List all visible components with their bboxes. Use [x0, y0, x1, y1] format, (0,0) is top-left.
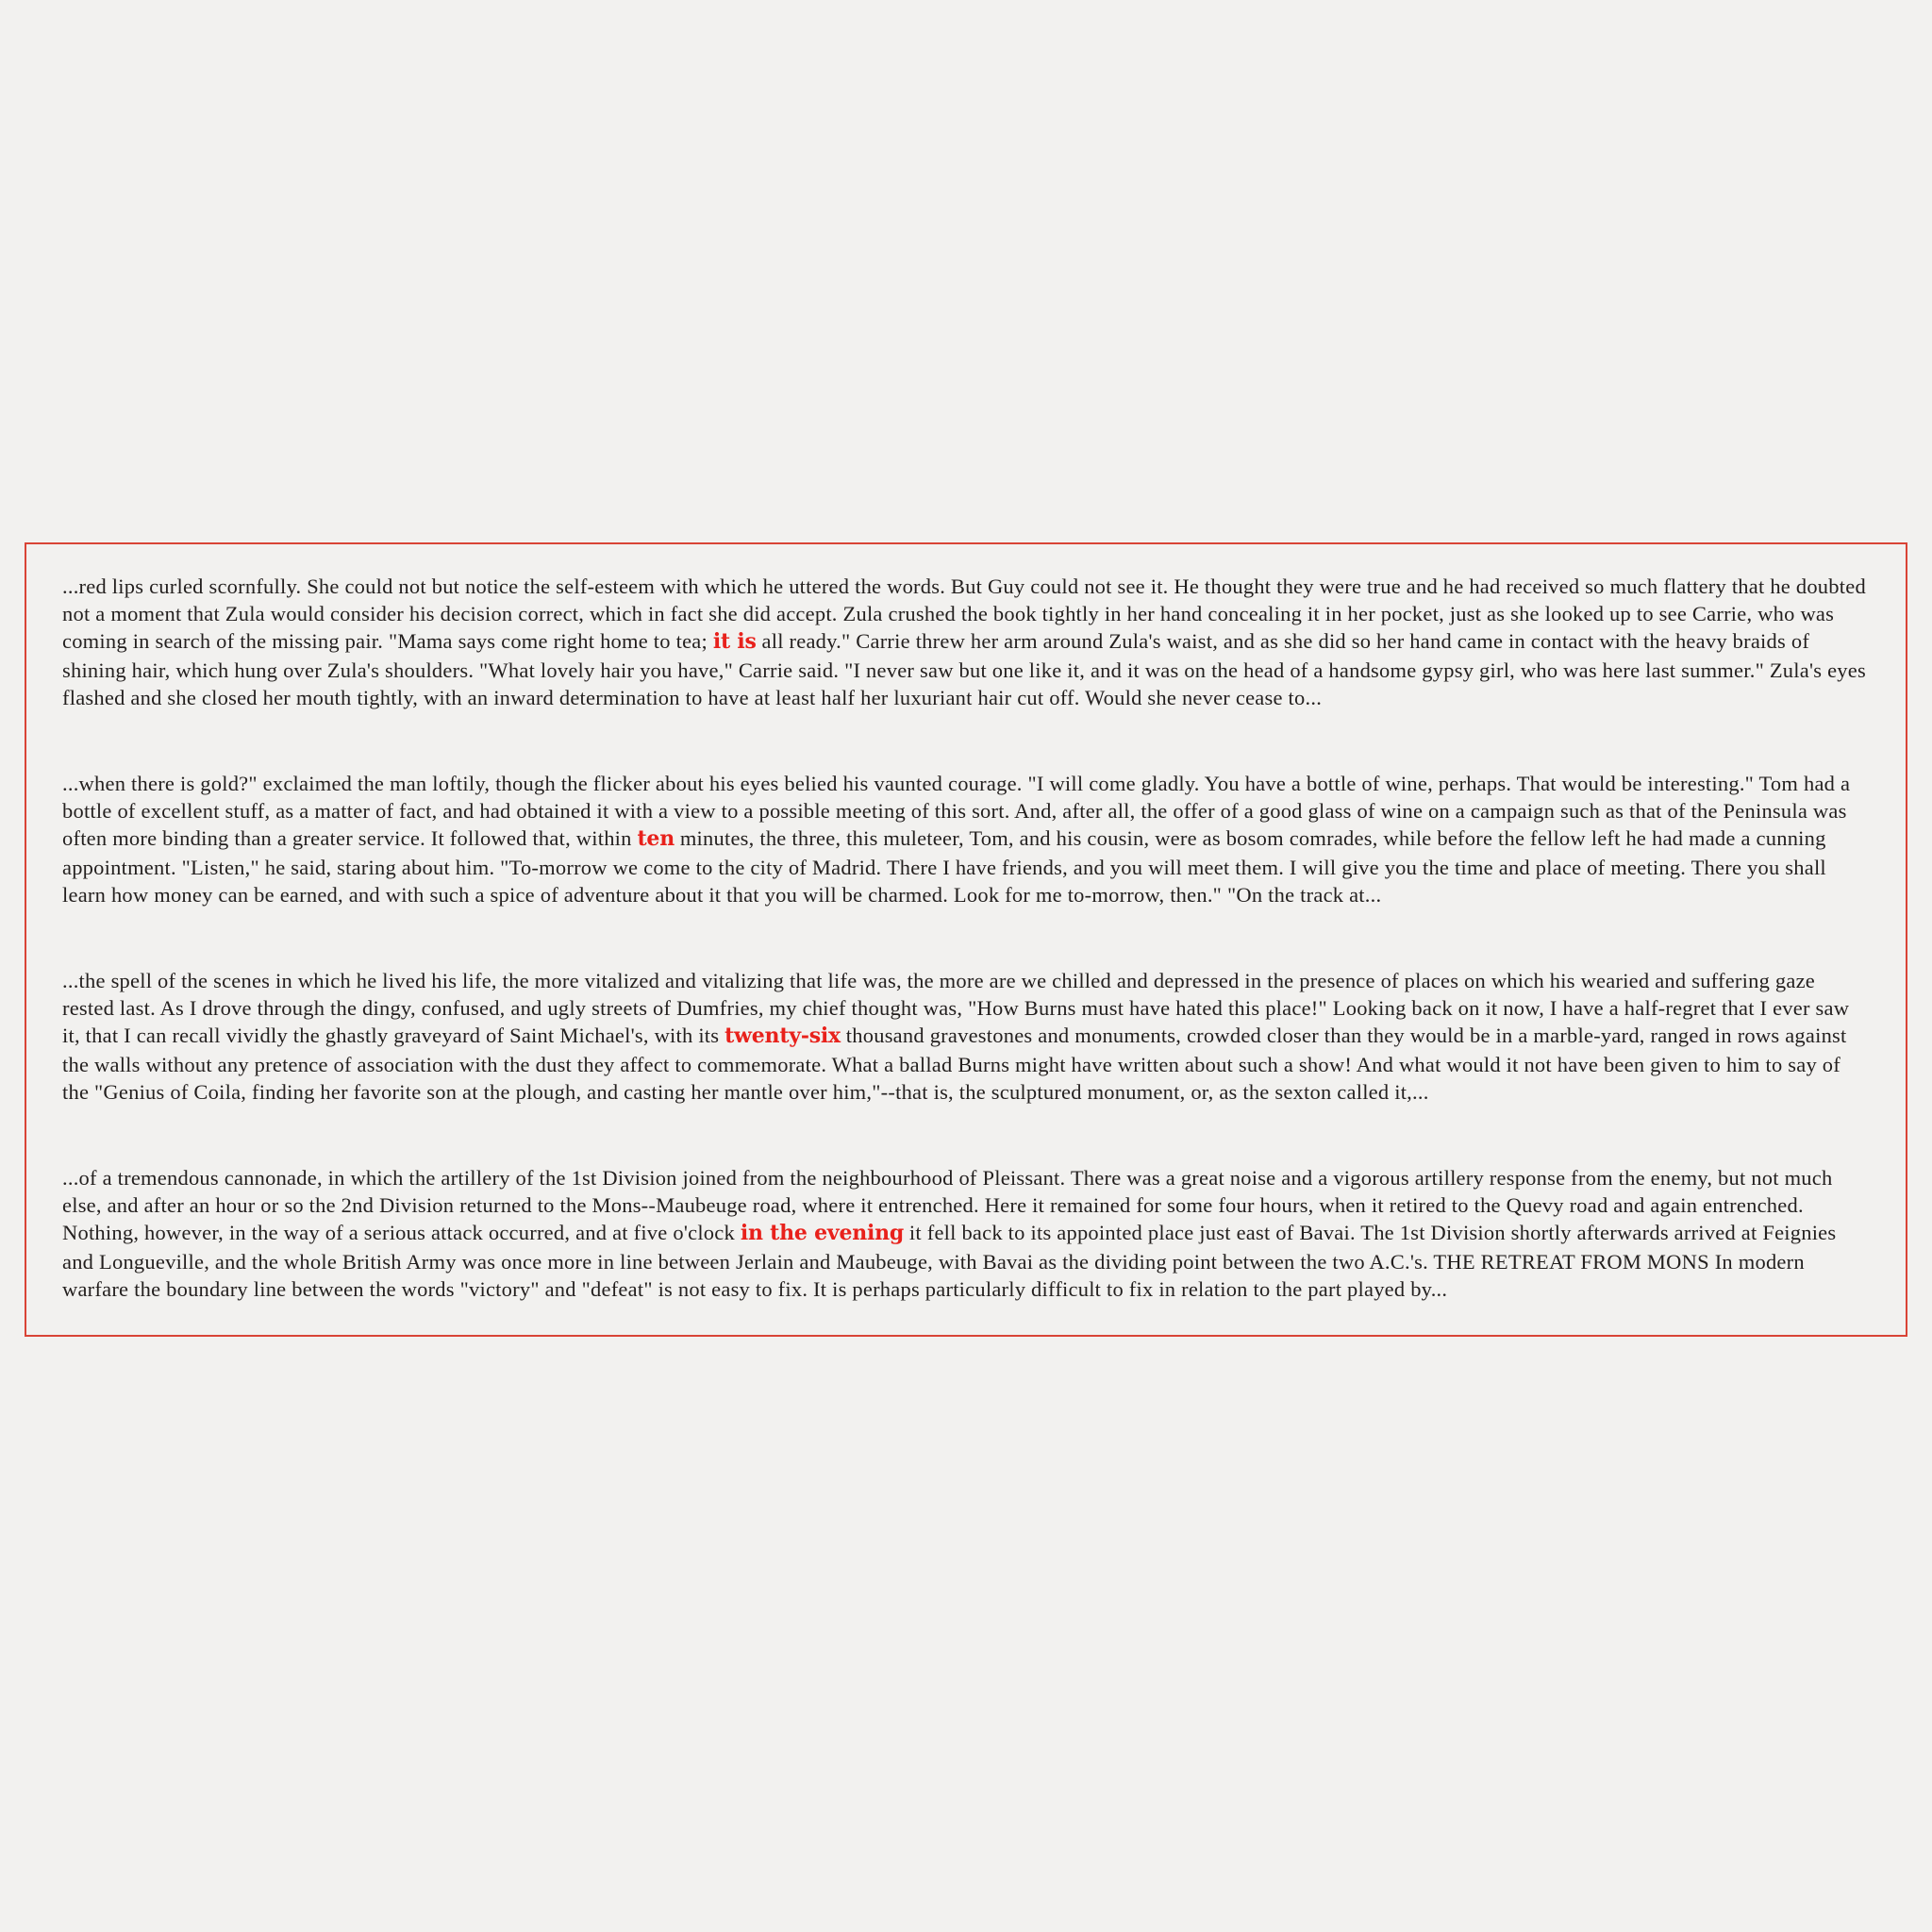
passage-text-before: ...when there is gold?" exclaimed the man loftily, though the flicker about his eyes belied his vaunted courage. "I will come gladly. You have a bottle of wine, perhaps. That would be interesting." Tom had a bottle of excellent stuff, as a matter of fact, and had obtained it with a view to a possible meeting of this sort. And, after all, the offer of a good glass of wine on a campaign such as that of the Peninsula was often more binding than a greater service. It followed that, within [62, 772, 1851, 851]
passage-block [62, 770, 1870, 908]
passage-text-after: minutes, the three, this muleteer, Tom, and his cousin, were as bosom comrades, while before the fellow left he had made a cunning appointment. "Listen," he said, staring about him. "To-morrow we come to the city of Madrid. There I have friends, and you will meet them. I will give you the time and place of meeting. There you shall learn how money can be earned, and with such a spice of adventure about it that you will be charmed. Look for me to-morrow, then." "On the track at... [62, 826, 1826, 907]
passage-block [62, 1164, 1870, 1303]
passage-text-before: ...of a tremendous cannonade, in which the artillery of the 1st Division joined from the neighbourhood of Pleissant. There was a great noise and a vigorous artillery response from the enemy, but not much else, and after an hour or so the 2nd Division returned to the Mons--Maubeuge road, where it entrenched. Here it remained for some four hours, when it retired to the Quevy road and again entrenched. Nothing, however, in the way of a serious attack occurred, and at five o'clock [62, 1166, 1833, 1245]
passage-text-after: all ready." Carrie threw her arm around Zula's waist, and as she did so her hand came in contact with the heavy braids of shining hair, which hung over Zula's shoulders. "What lovely hair you have," Carrie said. "I never saw but one like it, and it was on the head of a handsome gypsy girl, who was here last summer." Zula's eyes flashed and she closed her mouth tightly, with an inward determination to have at least half her luxuriant hair cut off. Would she never cease to... [62, 629, 1866, 709]
passage-block [62, 967, 1870, 1106]
highlighted-term: twenty-six [724, 1024, 841, 1049]
highlighted-term: in the evening [740, 1221, 905, 1246]
passage-text-before: ...the spell of the scenes in which he lived his life, the more vitalized and vitalizing that life was, the more are we chilled and depressed in the presence of places on which his wearied and suffering gaze rested last. As I drove through the dingy, confused, and ugly streets of Dumfries, my chief thought was, "How Burns must have hated this place!" Looking back on it now, I have a half-regret that I ever saw it, that I can recall vividly the ghastly graveyard of Saint Michael's, with its [62, 969, 1850, 1048]
passage-text-after: thousand gravestones and monuments, crowded closer than they would be in a marble-yard, ranged in rows against the walls without any pretence of association with the dust they affect to commemorate. What a ballad Burns might have written about such a show! And what would it not have been given to him to say of the "Genius of Coila, finding her favorite son at the plough, and casting her mantle over him,"--that is, the sculptured monument, or, as the sexton called it,... [62, 1024, 1847, 1104]
passage-text-before: ...red lips curled scornfully. She could not but notice the self-esteem with which he uttered the words. But Guy could not see it. He thought they were true and he had received so much flattery that he doubted not a moment that Zula would consider his decision correct, which in fact she did accept. Zula crushed the book tightly in her hand concealing it in her pocket, just as she looked up to see Carrie, who was coming in search of the missing pair. "Mama says come right home to tea; [62, 575, 1866, 654]
highlighted-term: it is [712, 629, 757, 655]
passage-text-after: it fell back to its appointed place just east of Bavai. The 1st Division shortly afterwards arrived at Feignies and Longueville, and the whole British Army was once more in line between Jerlain and Maubeuge, with Bavai as the dividing point between the two A.C.'s. THE RETREAT FROM MONS In modern warfare the boundary line between the words "victory" and "defeat" is not easy to fix. It is perhaps particularly difficult to fix in relation to the part played by... [62, 1221, 1837, 1301]
passage-panel [25, 542, 1907, 1337]
highlighted-term: ten [637, 826, 675, 852]
passage-block [62, 573, 1870, 711]
